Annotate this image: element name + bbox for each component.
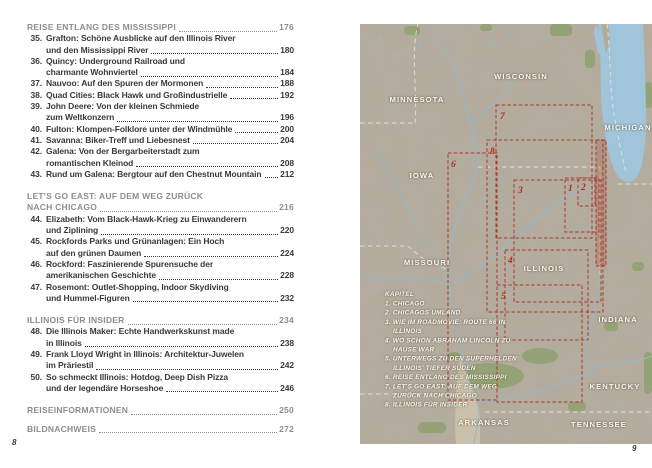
toc-entry-row: [27, 101, 294, 112]
toc-entry-title: Savanna: Biker-Treff und Liebesnest: [46, 134, 190, 145]
legend-line-5: 4. WO SCHON ABRAHAM LINCOLN ZU: [385, 337, 511, 345]
toc-entry-number: 42.: [30, 146, 42, 157]
toc-entry-row: [27, 158, 294, 169]
toc-entry-title: auf den grünen Daumen: [46, 247, 142, 258]
toc-page-number: 196: [280, 112, 294, 123]
state-label-minnesota: MINNESOTA: [389, 95, 445, 104]
toc-entry-title: LET'S GO EAST: AUF DEM WEG ZURÜCK: [27, 191, 204, 202]
toc-page-number: 192: [280, 89, 294, 100]
toc-entry-title: charmante Wohnviertel: [46, 67, 138, 78]
toc-entry-title: Rockfords Parks und Grünanlagen: Ein Hoch: [46, 236, 225, 247]
toc-entry-title: So schmeckt Illinois: Hotdog, Deep Dish Pizza: [46, 371, 229, 382]
toc-page-number: 212: [280, 168, 294, 179]
toc-entry-title: Die Illinois Maker: Echte Handwerkskunst made: [46, 326, 235, 337]
toc-entry-number: 39.: [30, 101, 42, 112]
legend-line-7: 5. UNTERWEGS ZU DEN SUPERHELDEN:: [385, 355, 520, 363]
toc-entry-number: 40.: [30, 123, 42, 134]
legend-line-1: 1. CHICAGO: [385, 300, 425, 308]
toc-entry-title: amerikanischen Geschichte: [46, 270, 156, 281]
toc-entry-row: [27, 146, 294, 157]
state-label-indiana: INDIANA: [598, 315, 638, 324]
dot-leader: [159, 279, 278, 280]
state-label-wisconsin: WISCONSIN: [494, 72, 548, 81]
toc-entry-number: 37.: [30, 78, 42, 89]
toc-entry-row: [27, 169, 294, 180]
legend-line-10: 7. LET'S GO EAST: AUF DEM WEG: [385, 383, 498, 391]
dot-leader: [151, 53, 278, 54]
toc-entry-title: Quad Cities: Black Hawk und Großindustrielle: [46, 89, 228, 100]
toc-entry-row: [27, 124, 294, 135]
dot-leader: [144, 256, 278, 257]
toc-entry-row: [27, 214, 294, 225]
region-label-7: 7: [500, 112, 505, 122]
toc-page-number: 220: [280, 225, 294, 236]
dot-leader: [265, 177, 279, 178]
toc-page-number: 176: [279, 22, 294, 32]
legend-line-9: 6. REISE ENTLANG DES MISSISSIPPI: [385, 374, 507, 382]
dot-leader: [101, 234, 278, 235]
toc-entry-number: 45.: [30, 236, 42, 247]
toc-section-gap: [27, 180, 294, 191]
toc-entry-row: [27, 225, 294, 236]
region-label-5: 5: [501, 292, 506, 302]
toc-page-number: 246: [280, 382, 294, 393]
region-label-6: 6: [451, 160, 456, 170]
toc-entry-row: [27, 45, 294, 56]
toc-page-number: 224: [280, 247, 294, 258]
toc-section-heading: [27, 315, 294, 326]
legend-line-11: ZURÜCK NACH CHICAGO: [393, 392, 477, 400]
toc-entry-title: Fulton: Klompen-Folklore unter der Windmühle: [46, 123, 233, 134]
toc-entry-title: Galena: Von der Bergarbeiterstadt zum: [46, 146, 200, 157]
toc-entry-number: 46.: [30, 258, 42, 269]
toc-entry-title: Rockford: Faszinierende Spurensuche der: [46, 258, 214, 269]
toc-page-number: 272: [279, 423, 294, 434]
toc-page-number: 188: [280, 78, 294, 89]
toc-entry-row: [27, 248, 294, 259]
toc-page-number: 216: [279, 202, 294, 213]
legend-line-6: HAUSE WAR: [393, 346, 435, 354]
toc-page-number: 242: [280, 360, 294, 371]
toc-page-number: 204: [280, 134, 294, 145]
region-label-3: 3: [518, 186, 523, 196]
toc-section-heading: [27, 424, 294, 435]
region-label-4: 4: [508, 256, 513, 266]
toc-entry-title: und den Mississippi River: [46, 44, 149, 55]
toc-page-number: 238: [280, 337, 294, 348]
toc-entry-row: [27, 33, 294, 44]
toc-entry-title: und Ziplining: [46, 225, 99, 236]
dot-leader: [117, 121, 278, 122]
toc-entry-title: romantischen Kleinod: [46, 157, 134, 168]
toc-entry-row: [27, 282, 294, 293]
toc-entry-title: REISE ENTLANG DES MISSISSIPPI: [27, 22, 176, 32]
toc-entry-title: Rosemont: Outlet-Shopping, Indoor Skydiving: [46, 281, 229, 292]
toc-entry-row: [27, 56, 294, 67]
toc-entry-row: [27, 90, 294, 101]
toc-entry-title: im Präriestil: [46, 360, 94, 371]
toc-section-gap: [27, 394, 294, 405]
dot-leader: [141, 76, 278, 77]
legend-title: KAPITEL: [385, 291, 415, 298]
toc-entry-title: John Deere: Von der kleinen Schmiede: [46, 101, 200, 112]
toc-entry-row: [27, 372, 294, 383]
region-band: [596, 140, 606, 266]
state-label-michigan: MICHIGAN: [604, 123, 652, 132]
toc-page-number: 208: [280, 157, 294, 168]
toc-page-number: 234: [279, 315, 294, 326]
toc-page-number: 184: [280, 67, 294, 78]
toc-entry-row: [27, 135, 294, 146]
toc-entry-number: 35.: [30, 33, 42, 44]
toc-page-number: 200: [280, 123, 294, 134]
region-label-2: 2: [581, 183, 586, 193]
toc-entry-number: 50.: [30, 371, 42, 382]
toc-section-heading: [27, 405, 294, 416]
chapter-overview-map: [360, 24, 652, 444]
dot-leader: [206, 87, 278, 88]
toc-entry-title: NACH CHICAGO: [27, 202, 98, 213]
toc-entry-row: [27, 78, 294, 89]
left-page-number: 8: [12, 438, 17, 447]
toc-entry-title: REISEINFORMATIONEN: [27, 405, 129, 416]
toc-page-number: 180: [280, 44, 294, 55]
toc-entry-number: 38.: [30, 89, 42, 100]
dot-leader: [179, 31, 277, 32]
dot-leader: [128, 324, 278, 325]
legend-line-12: 8. ILLINOIS FÜR INSIDER: [385, 401, 468, 409]
toc-entry-number: 41.: [30, 134, 42, 145]
toc-entry-row: [27, 349, 294, 360]
toc-entry-title: und Hummel-Figuren: [46, 292, 130, 303]
state-label-kentucky: KENTUCKY: [589, 382, 641, 391]
state-label-arkansas: ARKANSAS: [458, 418, 510, 427]
dot-leader: [133, 301, 278, 302]
toc-section-gap: [27, 304, 294, 315]
toc-entry-title: Quincy: Underground Railroad und: [46, 55, 185, 66]
region-label-1: 1: [568, 184, 573, 194]
dot-leader: [131, 414, 277, 415]
toc-entry-number: 36.: [30, 55, 42, 66]
toc-entry-number: 43.: [30, 168, 42, 179]
state-label-tennessee: TENNESSEE: [571, 420, 627, 429]
toc-entry-title: Rund um Galena: Bergtour auf den Chestnut Mountain: [46, 168, 262, 179]
toc-entry-row: [27, 112, 294, 123]
toc-entry-number: 49.: [30, 349, 42, 360]
toc-entry-row: [27, 326, 294, 337]
dot-leader: [193, 143, 278, 144]
toc-entry-number: 48.: [30, 326, 42, 337]
toc-entry-row: [27, 236, 294, 247]
toc-section-heading: [27, 22, 294, 33]
toc-entry-title: Grafton: Schöne Ausblicke auf den Illinois River: [46, 33, 236, 44]
toc-entry-row: [27, 360, 294, 371]
toc-entry-row: [27, 383, 294, 394]
legend-line-4: ILLINOIS: [393, 328, 422, 336]
map-canvas: [360, 24, 652, 444]
toc-entry-number: 44.: [30, 213, 42, 224]
dot-leader: [99, 432, 277, 433]
right-page-number: 9: [632, 444, 637, 453]
legend-line-3: 3. WIE IM ROADMOVIE: ROUTE 66 IN: [385, 318, 506, 326]
dot-leader: [85, 346, 278, 347]
legend-line-2: 2. CHICAGOS UMLAND: [385, 309, 461, 317]
toc-entry-row: [27, 259, 294, 270]
toc-section-gap: [27, 417, 294, 424]
toc-entry-title: zum Weltkonzern: [46, 112, 115, 123]
toc-entry-title: Frank Lloyd Wright in Illinois: Architektur-Juwelen: [46, 349, 244, 360]
dot-leader: [96, 369, 278, 370]
dot-leader: [100, 211, 277, 212]
toc-entry-title: in Illinois: [46, 337, 82, 348]
state-label-iowa: IOWA: [409, 171, 435, 180]
region-label-8: 8: [490, 147, 495, 157]
toc-section-heading: [27, 202, 294, 213]
toc-page-number: 232: [280, 292, 294, 303]
state-label-missouri: MISSOURI: [403, 258, 451, 267]
toc-entry-row: [27, 293, 294, 304]
dot-leader: [166, 391, 278, 392]
toc-entry-row: [27, 338, 294, 349]
legend-line-8: ILLINOIS' TIEFER SÜDEN: [393, 364, 476, 372]
dot-leader: [235, 132, 278, 133]
toc-entry-title: ILLINOIS FÜR INSIDER: [27, 315, 125, 326]
toc-page-number: 250: [279, 405, 294, 416]
toc-entry-row: [27, 67, 294, 78]
toc-entry-title: Elizabeth: Vom Black-Hawk-Krieg zu Einwanderern: [46, 213, 247, 224]
dot-leader: [230, 98, 278, 99]
toc-section-heading: [27, 191, 294, 202]
toc-entry-number: 47.: [30, 281, 42, 292]
toc-entry-title: Nauvoo: Auf den Spuren der Mormonen: [46, 78, 204, 89]
toc-entry-title: und der legendäre Horseshoe: [46, 382, 164, 393]
dot-leader: [136, 166, 278, 167]
toc-entry-row: [27, 270, 294, 281]
toc-entry-title: BILDNACHWEIS: [27, 423, 97, 434]
state-label-illinois: ILLINOIS: [523, 264, 565, 273]
toc-list: [27, 22, 294, 435]
toc-page-number: 228: [280, 270, 294, 281]
